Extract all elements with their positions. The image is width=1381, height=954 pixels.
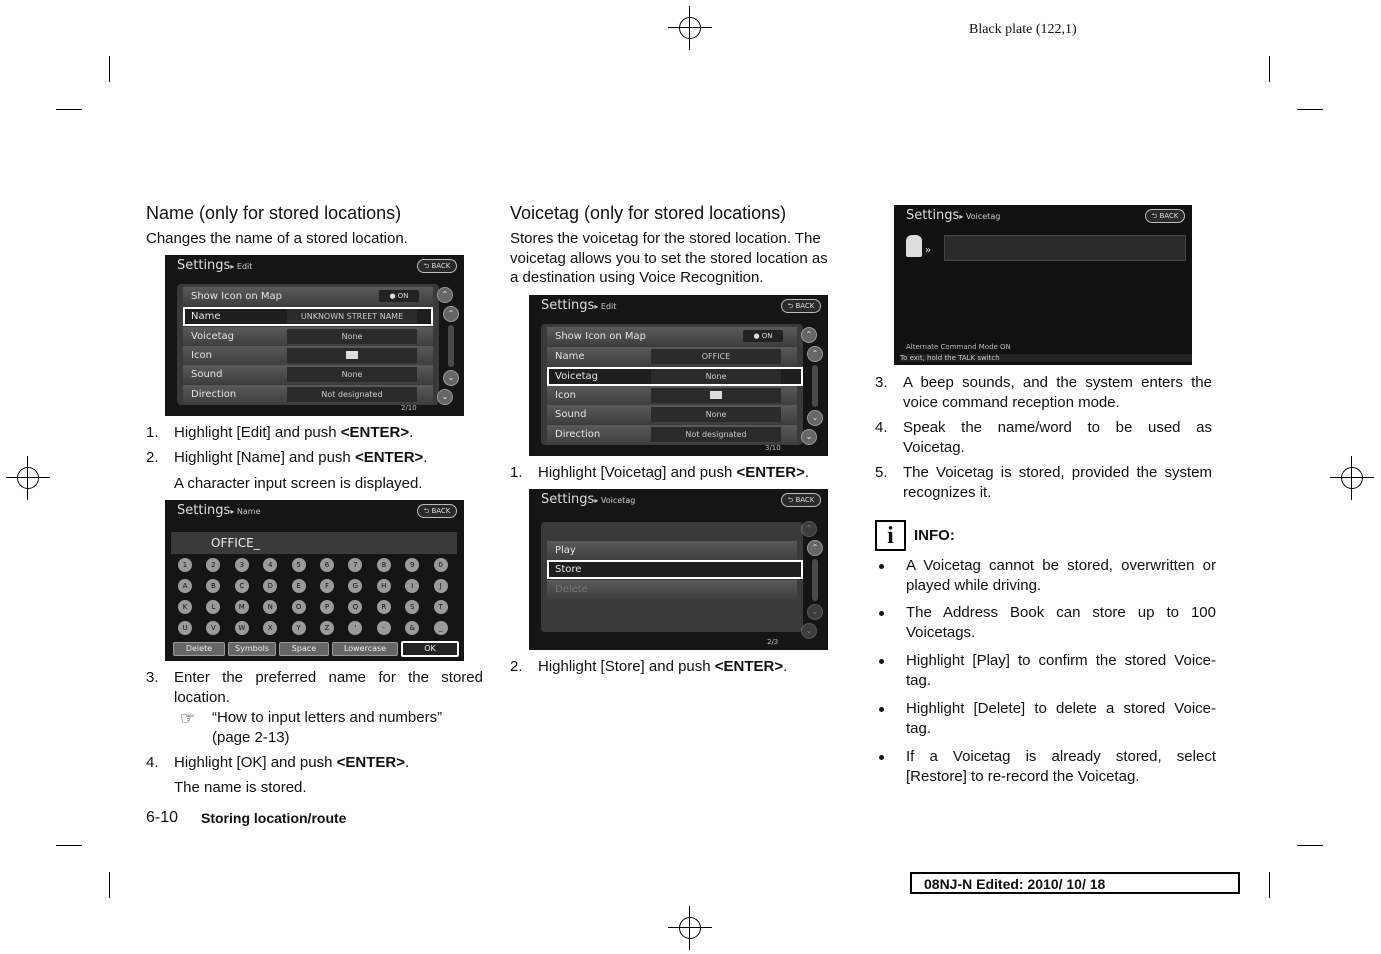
back-button[interactable]: ⮌ BACK [781,493,821,507]
info-label: INFO: [914,527,955,544]
key[interactable]: J [434,579,448,593]
key[interactable]: L [206,600,220,614]
crop-mark [56,109,82,110]
scroll-up-icon[interactable]: ⌃ [807,540,823,556]
scroll-top-icon[interactable]: ⌃ [801,521,817,537]
list-item-selected[interactable]: Name UNKNOWN STREET NAME [183,307,433,326]
screen-title: Settings▸ Name [177,503,261,518]
key[interactable]: I [405,579,419,593]
screen-title: Settings▸ Voicetag [906,208,1001,223]
info-bullet: Highlight [Delete] to delete a stored Voice- tag. [879,699,1219,739]
key[interactable]: Q [348,600,362,614]
scrollbar[interactable] [812,559,818,601]
key[interactable]: V [206,621,220,635]
key[interactable]: N [263,600,277,614]
speech-bubble-icon [346,351,358,359]
reference-text: “How to input letters and numbers” [212,709,443,726]
name-step-1: 1. Highlight [Edit] and push <ENTER>. [146,424,414,441]
registration-mark-bottom [668,906,712,950]
scroll-down-icon[interactable]: ⌄ [807,604,823,620]
crop-mark [1297,845,1323,846]
scroll-top-icon[interactable]: ⌃ [437,287,453,303]
name-step-2: 2. Highlight [Name] and push <ENTER>. [146,449,428,466]
key[interactable]: P [320,600,334,614]
page-number: 6-10 [146,809,179,826]
key[interactable]: Y [292,621,306,635]
screen-title: Settings▸ Edit [177,258,253,273]
back-button[interactable]: ⮌ BACK [1145,209,1185,223]
crop-mark [1269,56,1270,82]
name-intro: Changes the name of a stored location. [146,230,408,247]
screen-edit [165,255,464,416]
reference-page: (page 2-13) [212,729,290,746]
key[interactable]: O [292,600,306,614]
key[interactable]: G [348,579,362,593]
voicetag-intro-1: Stores the voicetag for the stored location. The [510,230,821,247]
name-input-field[interactable]: OFFICE_ [171,532,457,554]
delete-key[interactable]: Delete [173,642,225,656]
page-indicator: 2/10 [401,404,417,412]
store-item[interactable]: Store [547,560,803,579]
key[interactable]: H [377,579,391,593]
scrollbar[interactable] [448,325,454,367]
list-item[interactable]: Icon [547,386,797,405]
status-line-2: To exit, hold the TALK switch [900,354,1192,362]
crop-mark [109,872,110,898]
list-item[interactable]: Voicetag None [183,327,433,346]
crop-mark [109,56,110,82]
bullet-icon [879,707,884,712]
scroll-bottom-icon[interactable]: ⌄ [801,623,817,639]
list-item[interactable]: Direction Not designated [547,425,797,444]
key[interactable]: T [434,600,448,614]
key[interactable]: K [178,600,192,614]
voice-input-area [944,235,1186,261]
key[interactable]: ' [348,621,362,635]
scroll-up-icon[interactable]: ⌃ [443,306,459,322]
key[interactable]: & [405,621,419,635]
record-step-4: 4. Speak the name/word to be used as Voicetag. [875,419,1212,456]
key[interactable]: F [320,579,334,593]
scrollbar[interactable] [812,365,818,407]
key[interactable]: 0 [434,558,448,572]
key[interactable]: 3 [235,558,249,572]
voice-waves-icon: » [925,245,932,256]
pointing-hand-icon: ☞ [180,709,196,728]
screen-voicetag-record [894,205,1192,365]
edit-date-box: 08NJ-N Edited: 2010/ 10/ 18 [910,872,1240,894]
screen-name-input [165,500,464,661]
bullet-icon [879,755,884,760]
info-bullet: Highlight [Play] to confirm the stored Voice- tag. [879,651,1219,691]
key[interactable]: M [235,600,249,614]
speaking-head-icon [906,235,922,257]
list-item[interactable]: Sound None [547,405,797,424]
record-step-3: 3. A beep sounds, and the system enters the voice command reception mode. [875,374,1212,411]
page-indicator: 2/3 [767,638,779,646]
registration-mark-right [1330,456,1374,500]
crop-mark [1269,872,1270,898]
bullet-icon [879,659,884,664]
back-button[interactable]: ⮌ BACK [417,259,457,273]
back-button[interactable]: ⮌ BACK [781,299,821,313]
status-line-1: Alternate Command Mode ON [906,343,1011,351]
record-step-5: 5. The Voicetag is stored, provided the system recognizes it. [875,464,1212,501]
key[interactable]: 1 [178,558,192,572]
lowercase-key[interactable]: Lowercase [332,642,398,656]
section-title-voicetag: Voicetag (only for stored locations) [510,203,787,223]
list-item[interactable]: Sound None [183,365,433,384]
list-item[interactable]: Show Icon on Map ● ON [547,327,797,346]
voicetag-step-1: 1. Highlight [Voicetag] and push <ENTER>. [510,464,810,481]
registration-mark-top [668,6,712,50]
screen-title: Settings▸ Voicetag [541,492,636,507]
scroll-down-icon[interactable]: ⌄ [443,370,459,386]
crop-mark [56,845,82,846]
key[interactable]: X [263,621,277,635]
scroll-top-icon[interactable]: ⌃ [801,327,817,343]
key[interactable]: 2 [206,558,220,572]
voicetag-intro-2: voicetag allows you to set the stored location as [510,250,828,267]
speech-bubble-icon [710,391,722,399]
delete-item: Delete [547,580,797,599]
name-step-4-note: The name is stored. [174,779,307,796]
bullet-icon [879,611,884,616]
info-bullet: The Address Book can store up to 100 Voicetags. [879,603,1219,643]
voicetag-intro-3: a destination using Voice Recognition. [510,269,764,286]
bullet-icon [879,564,884,569]
screen-edit-voicetag [529,295,828,456]
info-bullet: If a Voicetag is already stored, select [Restore] to re-record the Voicetag. [879,747,1219,787]
list-item[interactable]: Name OFFICE [547,347,797,366]
footer-section-title: Storing location/route [201,810,347,826]
list-item[interactable]: Show Icon on Map ● ON [183,287,433,306]
registration-mark-left [6,456,50,500]
name-step-3: 3. Enter the preferred name for the stored location. [146,669,483,706]
play-item[interactable]: Play [547,541,797,560]
key[interactable]: R [377,600,391,614]
screen-voicetag-menu [529,489,828,650]
key[interactable]: 8 [377,558,391,572]
key[interactable]: Z [320,621,334,635]
key[interactable]: A [178,579,192,593]
key[interactable]: 9 [405,558,419,572]
ok-key[interactable]: OK [401,641,459,657]
key[interactable]: C [235,579,249,593]
key[interactable]: W [235,621,249,635]
symbols-key[interactable]: Symbols [228,642,276,656]
scroll-down-icon[interactable]: ⌄ [807,410,823,426]
crop-mark [1297,109,1323,110]
key[interactable]: 7 [348,558,362,572]
scroll-up-icon[interactable]: ⌃ [807,346,823,362]
info-icon: i [875,520,906,551]
name-step-4: 4. Highlight [OK] and push <ENTER>. [146,754,410,771]
plate-label: Black plate (122,1) [969,22,1077,37]
info-bullet: A Voicetag cannot be stored, overwritten or played while driving. [879,556,1219,596]
key[interactable]: E [292,579,306,593]
scroll-bottom-icon[interactable]: ⌄ [437,389,453,405]
scroll-bottom-icon[interactable]: ⌄ [801,429,817,445]
key[interactable]: D [263,579,277,593]
list-item[interactable]: Icon [183,346,433,365]
list-item[interactable]: Direction Not designated [183,385,433,404]
back-button[interactable]: ⮌ BACK [417,504,457,518]
key[interactable]: 4 [263,558,277,572]
key[interactable]: 5 [292,558,306,572]
voicetag-step-2: 2. Highlight [Store] and push <ENTER>. [510,658,788,675]
screen-title: Settings▸ Edit [541,298,617,313]
space-key[interactable]: Space [279,642,329,656]
key[interactable]: 6 [320,558,334,572]
key[interactable]: - [377,621,391,635]
key[interactable]: _ [434,621,448,635]
list-item-selected[interactable]: Voicetag None [547,367,803,386]
key[interactable]: B [206,579,220,593]
page-indicator: 3/10 [765,444,781,452]
key[interactable]: S [405,600,419,614]
section-title-name: Name (only for stored locations) [146,203,402,223]
name-step-2-note: A character input screen is displayed. [174,475,423,492]
key[interactable]: U [178,621,192,635]
